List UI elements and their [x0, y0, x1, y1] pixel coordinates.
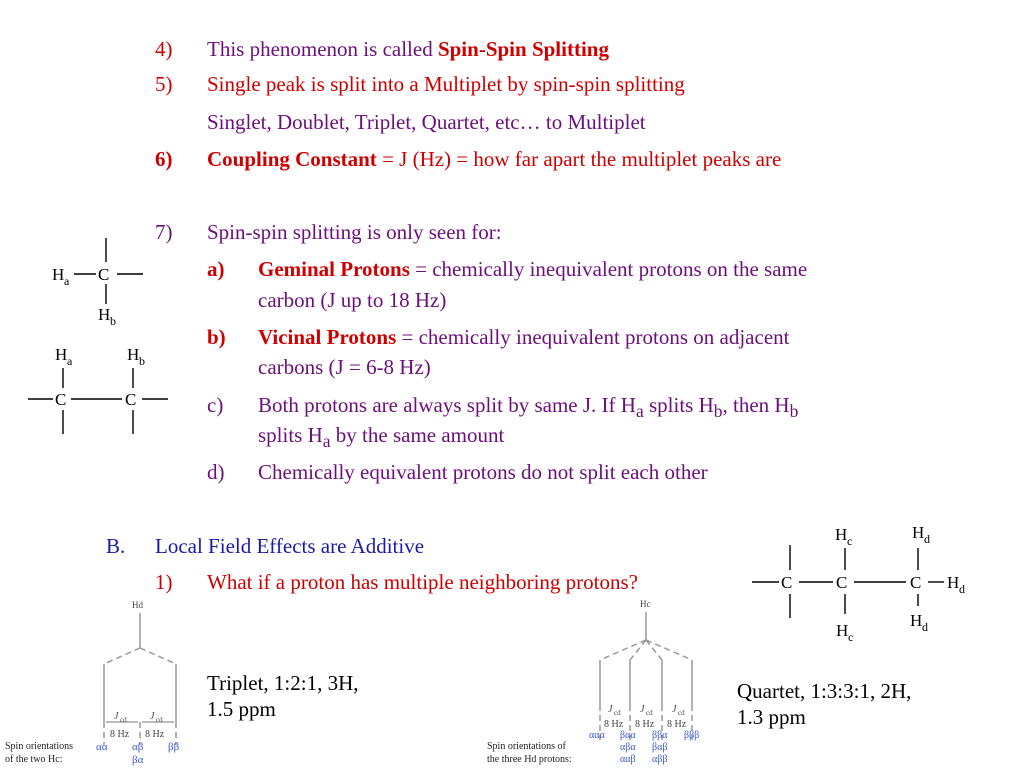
svg-text:βαα: βαα	[620, 730, 636, 741]
svg-text:H: H	[910, 611, 923, 630]
item-c-s2: b	[713, 401, 723, 422]
svg-text:cd: cd	[614, 709, 621, 717]
item-b-text1: = chemically inequivalent protons on adjacent	[396, 325, 790, 349]
item-c-s4: a	[322, 431, 331, 452]
svg-text:a: a	[67, 354, 73, 368]
svg-text:J: J	[608, 704, 613, 715]
svg-text:d: d	[924, 532, 930, 546]
quartet-caption-line1: Quartet, 1:3:3:1, 2H,	[737, 679, 912, 703]
svg-text:H: H	[98, 305, 111, 324]
svg-text:of the two Hc:: of the two Hc:	[5, 754, 63, 765]
svg-text:βαβ: βαβ	[652, 742, 668, 753]
svg-text:cd: cd	[156, 716, 163, 724]
item-c-s3: b	[789, 401, 799, 422]
svg-text:b: b	[139, 354, 145, 368]
quartet-caption	[737, 678, 911, 730]
item-6-text: = J (Hz) = how far apart the multiplet peaks are	[376, 147, 782, 171]
svg-text:C: C	[910, 573, 922, 592]
svg-text:H: H	[127, 345, 140, 364]
svg-text:cd: cd	[678, 709, 685, 717]
svg-text:8 Hz: 8 Hz	[110, 729, 130, 740]
svg-text:the three Hd protons:: the three Hd protons:	[487, 754, 572, 765]
svg-text:d: d	[922, 620, 928, 634]
item-a-text1: = chemically inequivalent protons on the same	[409, 257, 808, 281]
item-c-t5: by the same amount	[330, 423, 505, 447]
svg-text:C: C	[781, 573, 793, 592]
svg-text:b: b	[110, 314, 116, 328]
item-a-text2: carbon (J up to 18 Hz)	[258, 288, 447, 312]
item-b-text2: carbons (J = 6-8 Hz)	[258, 355, 431, 379]
svg-text:8 Hz: 8 Hz	[635, 719, 655, 730]
svg-text:ββα: ββα	[652, 730, 668, 741]
svg-text:J: J	[114, 711, 119, 722]
svg-text:J: J	[150, 711, 155, 722]
item-c-s1: a	[635, 401, 644, 422]
svg-text:ααα: ααα	[589, 730, 605, 741]
svg-text:J: J	[672, 704, 677, 715]
svg-text:a: a	[64, 274, 70, 288]
svg-text:c: c	[847, 534, 853, 548]
svg-text:J: J	[640, 704, 645, 715]
item-5-sub: Singlet, Doublet, Triplet, Quartet, etc… to Multiplet	[207, 110, 646, 134]
item-c-t1: Both protons are always split by same J. If H	[258, 393, 636, 417]
svg-text:8 Hz: 8 Hz	[604, 719, 624, 730]
triplet-top-label: Hd	[132, 600, 143, 610]
svg-text:H: H	[52, 265, 65, 284]
item-c-t3: , then H	[722, 393, 790, 417]
svg-text:ααβ: ααβ	[620, 754, 636, 765]
svg-text:βββ: βββ	[684, 730, 700, 741]
item-b-bold: Vicinal Protons	[258, 325, 397, 349]
svg-text:H: H	[947, 573, 960, 592]
svg-text:αββ: αββ	[652, 754, 668, 765]
svg-text:8 Hz: 8 Hz	[667, 719, 687, 730]
svg-text:8 Hz: 8 Hz	[145, 729, 165, 740]
svg-text:C: C	[55, 390, 67, 409]
quartet-top-label: Hc	[640, 599, 651, 609]
svg-text:βα: βα	[132, 754, 144, 766]
svg-text:Spin orientations: Spin orientations	[5, 741, 74, 752]
svg-text:H: H	[836, 621, 849, 640]
svg-text:C: C	[98, 265, 110, 284]
svg-text:H: H	[835, 525, 848, 544]
quartet-caption-line2: 1.3 ppm	[737, 705, 806, 729]
svg-text:H: H	[55, 345, 68, 364]
svg-text:αβ: αβ	[132, 741, 144, 753]
triplet-caption-line2: 1.5 ppm	[207, 697, 276, 721]
svg-text:αβα: αβα	[620, 742, 636, 753]
svg-text:d: d	[959, 582, 965, 596]
item-c-t2: splits H	[643, 393, 714, 417]
svg-text:ββ: ββ	[168, 741, 180, 753]
svg-text:Spin orientations of: Spin orientations of	[487, 741, 566, 752]
item-4-text: This phenomenon is called	[207, 37, 438, 61]
triplet-caption-line1: Triplet, 1:2:1, 3H,	[207, 671, 359, 695]
item-6-bold: Coupling Constant	[207, 147, 377, 171]
svg-text:αα: αα	[96, 741, 108, 753]
item-c-t4: splits H	[258, 423, 323, 447]
svg-text:H: H	[912, 523, 925, 542]
item-a-bold: Geminal Protons	[258, 257, 410, 281]
svg-text:c: c	[848, 630, 854, 644]
triplet-caption	[207, 670, 359, 722]
svg-text:cd: cd	[120, 716, 127, 724]
svg-text:cd: cd	[646, 709, 653, 717]
svg-text:C: C	[836, 573, 848, 592]
item-4-bold: Spin-Spin Splitting	[437, 37, 609, 61]
svg-text:C: C	[125, 390, 137, 409]
